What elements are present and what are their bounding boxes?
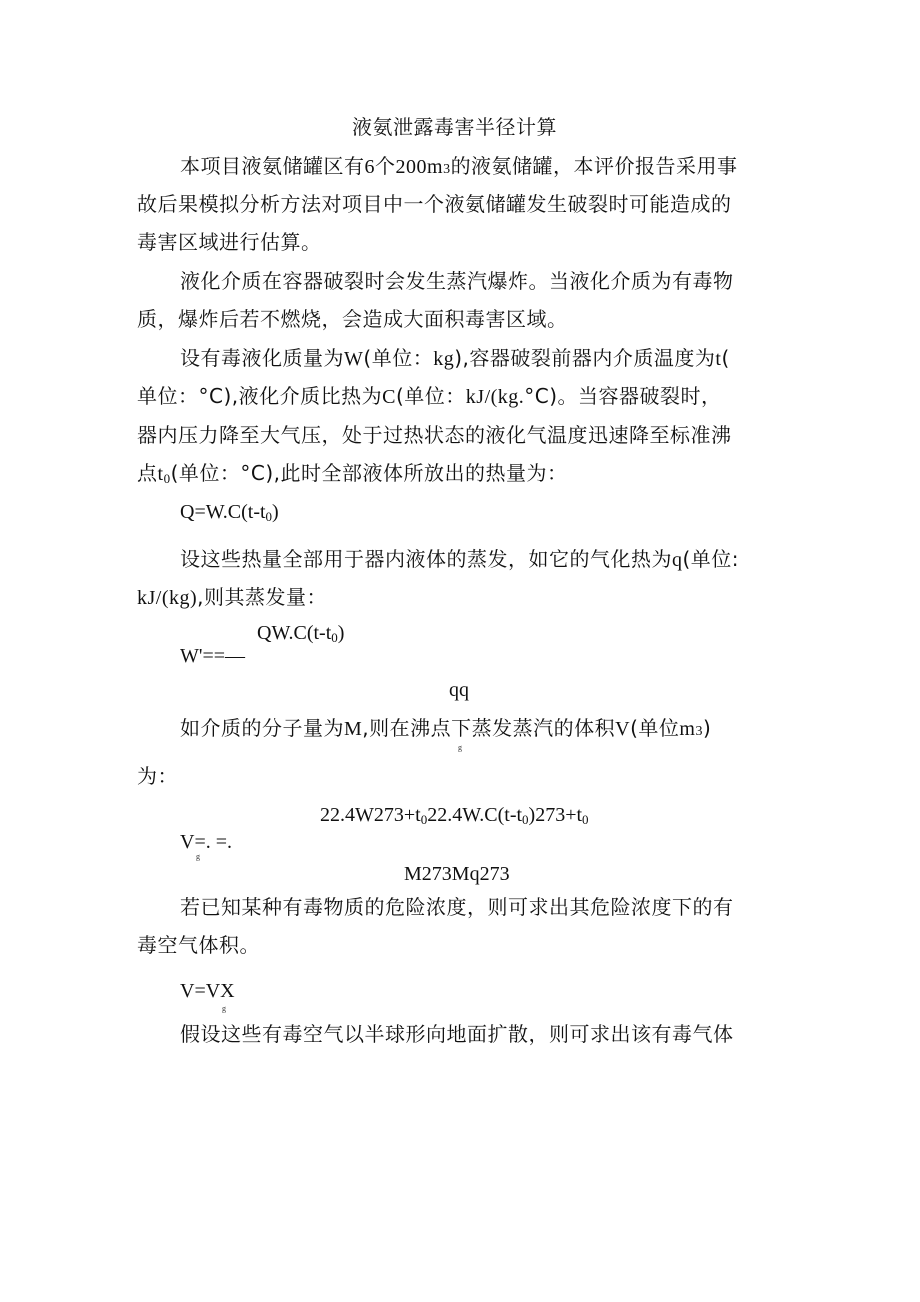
text-run: 6 <box>364 156 375 178</box>
text-run: 200m <box>395 156 444 178</box>
text-run: ) <box>337 622 345 644</box>
text-run: 如介质的分子量为 <box>180 716 344 740</box>
text-run: 设有毒液化质量为 <box>180 346 344 370</box>
text-run: t <box>157 463 164 485</box>
text-run: V <box>615 718 631 740</box>
paragraph-7-line-1: 假设这些有毒空气以半球形向地面扩散，则可求出该有毒气体 <box>180 1022 734 1046</box>
text-run: ,则其蒸发量： <box>197 585 328 609</box>
paragraph-3-line-1 <box>180 339 730 378</box>
text-run: ) <box>272 501 279 523</box>
text-run: ,则在沸点下蒸发蒸汽的体积 <box>362 716 616 740</box>
paragraph-1-line-1 <box>180 147 738 189</box>
text-run: t <box>715 348 722 370</box>
text-run: (单位：°C),此时全部液体所放出的热量为： <box>170 461 568 485</box>
text-run: m <box>679 718 696 740</box>
equation-toxic-volume: V=VX <box>180 980 235 1002</box>
text-run: 3 <box>695 724 703 739</box>
paragraph-3-line-2 <box>137 377 722 416</box>
subscript: 0 <box>163 471 171 486</box>
paragraph-1-line-2: 故后果模拟分析方法对项目中一个液氨储罐发生破裂时可能造成的 <box>137 192 732 216</box>
equation-volume-numerator <box>320 803 589 832</box>
paragraph-5-line-2: 为： <box>137 764 178 788</box>
paragraph-4-line-1 <box>180 540 739 579</box>
text-run: (单位： <box>395 384 466 408</box>
subscript: 0 <box>265 509 273 524</box>
equation-evaporation-lhs: W'==— <box>180 645 246 667</box>
stray-mark: g <box>222 1004 226 1013</box>
text-run: ( <box>721 346 730 370</box>
paragraph-2-line-1: 液化介质在容器破裂时会发生蒸汽爆炸。当液化介质为有毒物 <box>180 269 734 293</box>
text-run: 22.4W.C(t-t <box>427 804 523 826</box>
equation-volume-lhs: V=. =. <box>180 831 233 853</box>
equation-heat <box>180 500 279 529</box>
stray-mark: g <box>196 852 200 861</box>
subscript: 0 <box>582 812 589 827</box>
text-run: (单位： <box>363 346 434 370</box>
equation-volume-denominator: M273Mq273 <box>404 863 510 885</box>
text-run: °C)。当容器破裂时， <box>524 384 722 408</box>
stray-mark: g <box>458 743 462 752</box>
paragraph-5-line-1 <box>180 709 711 751</box>
text-run: kJ/(kg) <box>137 587 198 609</box>
equation-evaporation-denominator: qq <box>449 679 469 701</box>
text-run: q <box>672 549 683 571</box>
text-run: 个 <box>375 154 396 178</box>
subscript: 0 <box>522 812 529 827</box>
text-run: C <box>382 386 396 408</box>
text-run: W <box>344 348 364 370</box>
paragraph-3-line-4 <box>137 454 568 498</box>
text-run: 单位：°C),液化介质比热为 <box>137 384 383 408</box>
paragraph-3-line-3: 器内压力降至大气压，处于过热状态的液化气温度迅速降至标准沸 <box>137 423 732 447</box>
text-run: 设这些热量全部用于器内液体的蒸发，如它的气化热为 <box>180 547 672 571</box>
text-run: (单位: <box>682 547 740 571</box>
text-run: QW.C(t-t <box>257 622 332 644</box>
paragraph-1-line-3: 毒害区域进行估算。 <box>137 230 322 254</box>
text-run: 本项目液氨储罐区有 <box>180 154 365 178</box>
text-run: 22.4W273+t <box>320 804 421 826</box>
subscript: 0 <box>420 812 428 827</box>
text-run: (单位 <box>630 716 680 740</box>
text-run: kg <box>433 348 455 370</box>
text-run: Q=W.C(t-t <box>180 501 266 523</box>
paragraph-2-line-2: 质，爆炸后若不燃烧，会造成大面积毒害区域。 <box>137 307 568 331</box>
equation-evaporation-numerator <box>257 621 344 650</box>
paragraph-6-line-2: 毒空气体积。 <box>137 933 260 957</box>
paragraph-4-line-2 <box>137 578 327 617</box>
text-run: ) <box>702 716 712 740</box>
text-run: M <box>344 718 363 740</box>
subscript: 0 <box>331 630 338 645</box>
text-run: 3 <box>443 162 451 177</box>
page-title: 液氨泄露毒害半径计算 <box>352 115 557 139</box>
text-run: 的液氨储罐，本评价报告采用事 <box>450 154 738 178</box>
text-run: kJ/(kg. <box>465 386 525 408</box>
text-run: ),容器破裂前器内介质温度为 <box>454 346 716 370</box>
text-run: 点 <box>137 461 158 485</box>
paragraph-6-line-1: 若已知某种有毒物质的危险浓度，则可求出其危险浓度下的有 <box>180 895 734 919</box>
text-run: )273+t <box>528 804 583 826</box>
